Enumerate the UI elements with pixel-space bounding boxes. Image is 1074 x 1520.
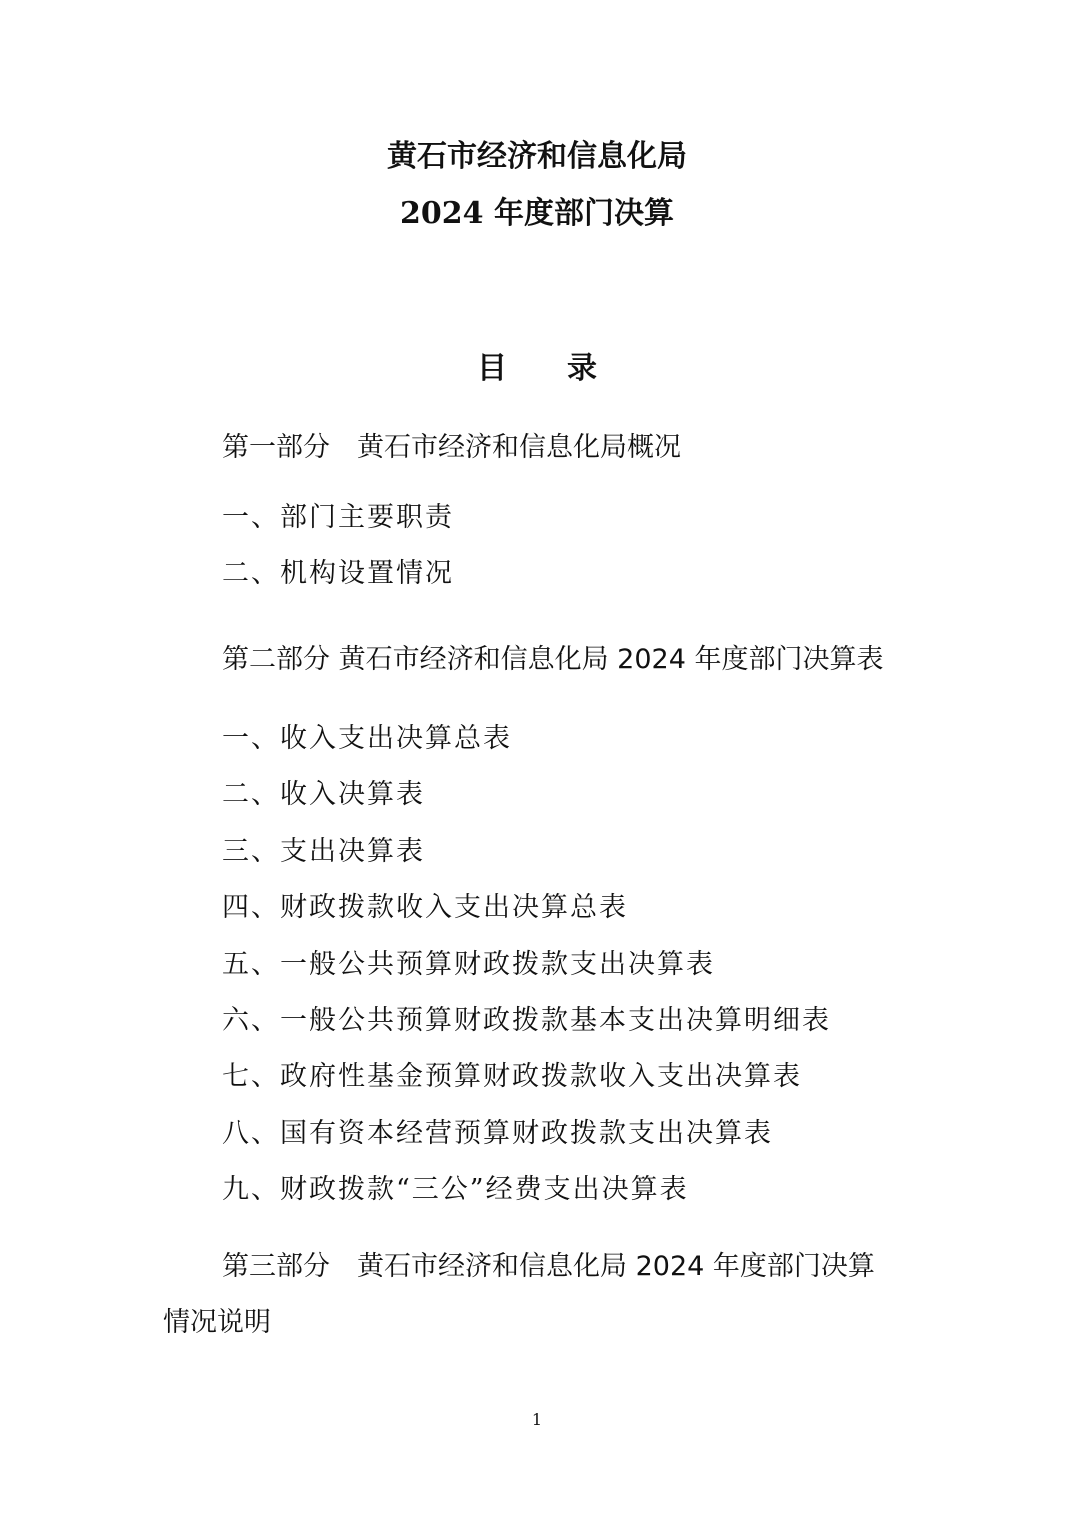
part2-item-7: 七、政府性基金预算财政拨款收入支出决算表 bbox=[222, 1061, 802, 1092]
part3-heading-line1: 第三部分 黄石市经济和信息化局 2024 年度部门决算 bbox=[222, 1251, 875, 1282]
part2-item-9: 九、财政拨款“三公”经费支出决算表 bbox=[222, 1174, 689, 1205]
part2-heading: 第二部分 黄石市经济和信息化局 2024 年度部门决算表 bbox=[222, 644, 884, 675]
part2-item-1: 一、收入支出决算总表 bbox=[222, 723, 512, 754]
document-title-line1: 黄石市经济和信息化局 bbox=[387, 139, 687, 174]
part2-item-5: 五、一般公共预算财政拨款支出决算表 bbox=[222, 949, 715, 980]
part2-item-2: 二、收入决算表 bbox=[222, 779, 425, 810]
toc-heading: 目录 bbox=[477, 351, 657, 386]
document-title-line2: 2024 年度部门决算 bbox=[400, 196, 674, 231]
part1-item-2: 二、机构设置情况 bbox=[222, 558, 454, 589]
part1-heading: 第一部分 黄石市经济和信息化局概况 bbox=[222, 432, 681, 463]
page-number: 1 bbox=[531, 1410, 543, 1429]
part3-heading-line2: 情况说明 bbox=[163, 1307, 271, 1338]
part2-item-6: 六、一般公共预算财政拨款基本支出决算明细表 bbox=[222, 1005, 831, 1036]
part2-item-4: 四、财政拨款收入支出决算总表 bbox=[222, 892, 628, 923]
part2-item-3: 三、支出决算表 bbox=[222, 836, 425, 867]
part1-item-1: 一、部门主要职责 bbox=[222, 502, 454, 533]
part2-item-8: 八、国有资本经营预算财政拨款支出决算表 bbox=[222, 1118, 773, 1149]
